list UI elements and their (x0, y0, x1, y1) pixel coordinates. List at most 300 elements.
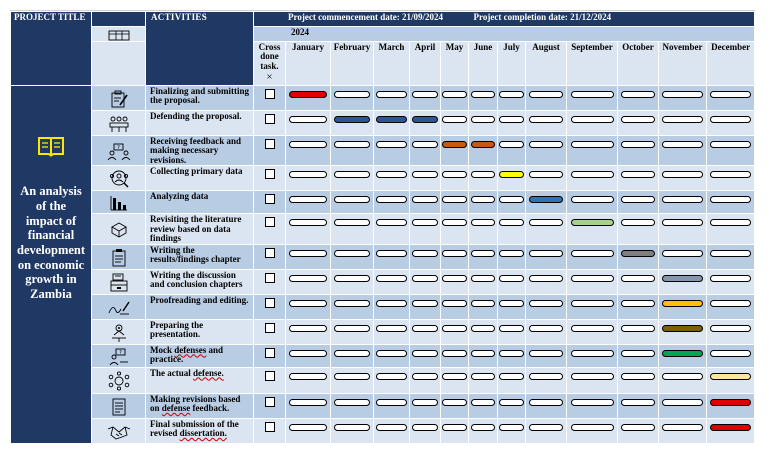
month-cell (618, 244, 659, 269)
timeline-bar-empty[interactable] (621, 373, 656, 380)
month-cell (286, 191, 331, 214)
timeline-bar-empty[interactable] (471, 300, 496, 307)
timeline-bar-filled[interactable] (710, 424, 751, 431)
timeline-bar-empty[interactable] (499, 424, 523, 431)
timeline-bar-empty[interactable] (662, 219, 703, 226)
month-cell (410, 294, 441, 319)
timeline-bar-empty[interactable] (442, 171, 466, 178)
activity-icon-cell (92, 136, 146, 166)
timeline-bar-empty[interactable] (376, 91, 407, 98)
month-cell (286, 418, 331, 443)
timeline-bar-empty[interactable] (471, 399, 496, 406)
month-cell (374, 136, 410, 166)
timeline-bar-empty[interactable] (376, 219, 407, 226)
month-cell (707, 393, 755, 418)
timeline-bar-filled[interactable] (529, 196, 564, 203)
timeline-bar-empty[interactable] (571, 325, 614, 332)
done-checkbox[interactable] (265, 194, 275, 204)
month-cell (441, 166, 469, 191)
timeline-bar-empty[interactable] (529, 275, 564, 282)
month-cell (659, 393, 707, 418)
timeline-bar-empty[interactable] (621, 350, 656, 357)
timeline-bar-empty[interactable] (442, 325, 466, 332)
timeline-bar-empty[interactable] (621, 219, 656, 226)
timeline-bar-empty[interactable] (529, 424, 564, 431)
timeline-bar-empty[interactable] (289, 325, 327, 332)
month-cell (618, 294, 659, 319)
commencement-date: Project commencement date: 21/09/2024 (288, 12, 444, 22)
timeline-bar-empty[interactable] (529, 325, 564, 332)
month-cell (659, 214, 707, 244)
timeline-bar-empty[interactable] (529, 141, 564, 148)
timeline-bar-empty[interactable] (529, 171, 564, 178)
month-cell (286, 294, 331, 319)
timeline-bar-empty[interactable] (471, 250, 496, 257)
month-cell (526, 244, 567, 269)
month-cell (707, 319, 755, 344)
month-cell (410, 191, 441, 214)
timeline-bar-empty[interactable] (621, 171, 656, 178)
timeline-bar-empty[interactable] (334, 91, 370, 98)
timeline-bar-empty[interactable] (334, 275, 370, 282)
month-cell (659, 244, 707, 269)
timeline-bar-empty[interactable] (412, 300, 439, 307)
month-cell (331, 269, 374, 294)
month-cell (469, 244, 498, 269)
month-cell (498, 191, 526, 214)
timeline-bar-empty[interactable] (571, 196, 614, 203)
done-checkbox[interactable] (265, 169, 275, 179)
month-cell (526, 269, 567, 294)
month-cell (707, 111, 755, 136)
timeline-bar-empty[interactable] (621, 116, 656, 123)
month-cell (707, 269, 755, 294)
timeline-bar-empty[interactable] (571, 373, 614, 380)
timeline-bar-filled[interactable] (334, 116, 370, 123)
timeline-bar-filled[interactable] (662, 300, 703, 307)
timeline-bar-empty[interactable] (621, 141, 656, 148)
month-cell (498, 294, 526, 319)
done-checkbox-cell (254, 86, 286, 111)
timeline-bar-empty[interactable] (334, 219, 370, 226)
done-checkbox[interactable] (265, 371, 275, 381)
month-cell (374, 166, 410, 191)
month-cell (526, 111, 567, 136)
timeline-bar-empty[interactable] (412, 219, 439, 226)
month-cell (618, 319, 659, 344)
month-cell (567, 393, 618, 418)
timeline-bar-filled[interactable] (499, 171, 523, 178)
timeline-bar-empty[interactable] (412, 91, 439, 98)
timeline-bar-empty[interactable] (621, 325, 656, 332)
header-blank (92, 42, 146, 86)
timeline-bar-empty[interactable] (529, 91, 564, 98)
timeline-bar-empty[interactable] (571, 171, 614, 178)
timeline-bar-empty[interactable] (662, 141, 703, 148)
timeline-bar-empty[interactable] (471, 196, 496, 203)
done-checkbox-cell (254, 344, 286, 367)
timeline-bar-empty[interactable] (471, 424, 496, 431)
month-cell (618, 166, 659, 191)
month-header-april: April (410, 42, 441, 86)
month-cell (441, 244, 469, 269)
timeline-bar-empty[interactable] (471, 91, 496, 98)
timeline-bar-empty[interactable] (621, 424, 656, 431)
timeline-bar-empty[interactable] (412, 196, 439, 203)
month-cell (441, 418, 469, 443)
timeline-bar-empty[interactable] (662, 116, 703, 123)
timeline-bar-empty[interactable] (289, 250, 327, 257)
timeline-bar-empty[interactable] (499, 116, 523, 123)
done-checkbox[interactable] (265, 397, 275, 407)
done-checkbox[interactable] (265, 248, 275, 258)
month-cell (659, 111, 707, 136)
timeline-bar-empty[interactable] (289, 196, 327, 203)
timeline-bar-empty[interactable] (499, 325, 523, 332)
timeline-bar-filled[interactable] (376, 116, 407, 123)
month-cell (331, 214, 374, 244)
timeline-bar-empty[interactable] (412, 373, 439, 380)
timeline-bar-empty[interactable] (376, 250, 407, 257)
timeline-bar-empty[interactable] (529, 399, 564, 406)
timeline-bar-empty[interactable] (662, 196, 703, 203)
month-header-november: November (659, 42, 707, 86)
timeline-bar-empty[interactable] (529, 300, 564, 307)
month-cell (567, 191, 618, 214)
timeline-bar-empty[interactable] (376, 275, 407, 282)
month-cell (410, 344, 441, 367)
timeline-bar-empty[interactable] (376, 141, 407, 148)
gantt-table (10, 11, 755, 444)
month-cell (618, 344, 659, 367)
timeline-bar-empty[interactable] (710, 250, 751, 257)
timeline-bar-empty[interactable] (621, 399, 656, 406)
done-checkbox[interactable] (265, 348, 275, 358)
month-cell (498, 319, 526, 344)
month-cell (410, 214, 441, 244)
timeline-bar-empty[interactable] (442, 91, 466, 98)
activities-header: ACTIVITIES (146, 12, 254, 86)
timeline-bar-empty[interactable] (334, 373, 370, 380)
timeline-bar-empty[interactable] (571, 300, 614, 307)
month-cell (441, 393, 469, 418)
timeline-bar-empty[interactable] (571, 275, 614, 282)
bar-chart-icon (92, 194, 145, 212)
svg-text:?: ? (116, 144, 120, 151)
timeline-bar-empty[interactable] (571, 141, 614, 148)
done-checkbox[interactable] (265, 217, 275, 227)
timeline-bar-empty[interactable] (499, 219, 523, 226)
timeline-bar-empty[interactable] (412, 250, 439, 257)
timeline-bar-empty[interactable] (289, 350, 327, 357)
timeline-bar-empty[interactable] (412, 325, 439, 332)
timeline-bar-empty[interactable] (710, 350, 751, 357)
timeline-bar-empty[interactable] (289, 171, 327, 178)
timeline-bar-empty[interactable] (289, 300, 327, 307)
timeline-bar-empty[interactable] (662, 373, 703, 380)
month-cell (331, 367, 374, 393)
done-checkbox[interactable] (265, 139, 275, 149)
month-cell (469, 344, 498, 367)
document-icon (92, 397, 145, 417)
month-cell (441, 111, 469, 136)
month-cell (567, 294, 618, 319)
month-cell (286, 136, 331, 166)
timeline-bar-empty[interactable] (499, 250, 523, 257)
month-cell (659, 166, 707, 191)
timeline-bar-empty[interactable] (471, 171, 496, 178)
timeline-bar-empty[interactable] (710, 275, 751, 282)
timeline-bar-empty[interactable] (471, 325, 496, 332)
done-checkbox-cell (254, 191, 286, 214)
done-checkbox[interactable] (265, 422, 275, 432)
timeline-bar-empty[interactable] (662, 250, 703, 257)
activity-row (11, 166, 755, 191)
month-cell (441, 214, 469, 244)
timeline-bar-empty[interactable] (442, 196, 466, 203)
timeline-bar-empty[interactable] (334, 300, 370, 307)
feedback-icon (92, 143, 145, 161)
activity-row (11, 344, 755, 367)
timeline-bar-empty[interactable] (442, 373, 466, 380)
month-cell (659, 319, 707, 344)
timeline-bar-empty[interactable] (529, 219, 564, 226)
done-checkbox[interactable] (265, 114, 275, 124)
timeline-bar-empty[interactable] (412, 171, 439, 178)
done-checkbox[interactable] (265, 89, 275, 99)
timeline-bar-empty[interactable] (376, 300, 407, 307)
activity-row (11, 136, 755, 166)
done-checkbox-cell (254, 294, 286, 319)
book-icon (11, 134, 91, 160)
timeline-bar-empty[interactable] (334, 196, 370, 203)
timeline-bar-empty[interactable] (499, 350, 523, 357)
timeline-bar-empty[interactable] (376, 196, 407, 203)
month-cell (469, 214, 498, 244)
month-cell (618, 191, 659, 214)
timeline-bar-empty[interactable] (710, 300, 751, 307)
done-checkbox[interactable] (265, 273, 275, 283)
activity-row (11, 367, 755, 393)
month-header-september: September (567, 42, 618, 86)
timeline-bar-empty[interactable] (376, 350, 407, 357)
timeline-bar-empty[interactable] (442, 116, 466, 123)
timeline-bar-empty[interactable] (334, 171, 370, 178)
month-cell (331, 191, 374, 214)
timeline-bar-empty[interactable] (621, 196, 656, 203)
activity-label: The actual defense. (146, 367, 254, 393)
timeline-bar-empty[interactable] (529, 373, 564, 380)
timeline-bar-empty[interactable] (334, 250, 370, 257)
timeline-bar-empty[interactable] (376, 399, 407, 406)
timeline-bar-empty[interactable] (710, 219, 751, 226)
month-cell (286, 166, 331, 191)
timeline-bar-empty[interactable] (442, 219, 466, 226)
month-cell (526, 393, 567, 418)
done-checkbox[interactable] (265, 323, 275, 333)
month-cell (374, 86, 410, 111)
month-cell (618, 136, 659, 166)
timeline-bar-empty[interactable] (571, 424, 614, 431)
timeline-bar-empty[interactable] (499, 373, 523, 380)
timeline-bar-empty[interactable] (442, 300, 466, 307)
month-cell (374, 269, 410, 294)
timeline-bar-empty[interactable] (442, 275, 466, 282)
timeline-bar-filled[interactable] (412, 116, 439, 123)
month-cell (469, 269, 498, 294)
timeline-bar-empty[interactable] (499, 399, 523, 406)
month-cell (659, 367, 707, 393)
timeline-bar-empty[interactable] (376, 171, 407, 178)
timeline-bar-empty[interactable] (662, 399, 703, 406)
timeline-bar-empty[interactable] (471, 373, 496, 380)
timeline-bar-empty[interactable] (571, 399, 614, 406)
timeline-bar-filled[interactable] (621, 250, 656, 257)
timeline-bar-empty[interactable] (621, 275, 656, 282)
timeline-bar-filled[interactable] (289, 91, 327, 98)
timeline-bar-empty[interactable] (289, 424, 327, 431)
timeline-bar-empty[interactable] (334, 141, 370, 148)
month-cell (469, 418, 498, 443)
timeline-bar-empty[interactable] (499, 275, 523, 282)
activity-icon-cell (92, 319, 146, 344)
month-cell (331, 319, 374, 344)
timeline-bar-filled[interactable] (710, 399, 751, 406)
timeline-bar-empty[interactable] (710, 171, 751, 178)
activity-icon-cell (92, 269, 146, 294)
month-cell (410, 393, 441, 418)
timeline-bar-empty[interactable] (442, 250, 466, 257)
timeline-bar-empty[interactable] (621, 300, 656, 307)
month-cell (374, 191, 410, 214)
month-cell (707, 244, 755, 269)
timeline-bar-empty[interactable] (499, 91, 523, 98)
timeline-bar-empty[interactable] (662, 424, 703, 431)
activity-row (11, 111, 755, 136)
timeline-bar-empty[interactable] (710, 325, 751, 332)
timeline-bar-filled[interactable] (662, 350, 703, 357)
month-cell (469, 111, 498, 136)
timeline-bar-empty[interactable] (334, 325, 370, 332)
timeline-bar-empty[interactable] (662, 91, 703, 98)
month-cell (410, 111, 441, 136)
month-header-january: January (286, 42, 331, 86)
month-cell (286, 269, 331, 294)
timeline-bar-empty[interactable] (529, 350, 564, 357)
month-cell (331, 166, 374, 191)
timeline-bar-empty[interactable] (499, 141, 523, 148)
activity-icon-cell (92, 344, 146, 367)
month-cell (526, 86, 567, 111)
svg-text:?: ? (118, 349, 122, 356)
month-cell (374, 319, 410, 344)
timeline-bar-empty[interactable] (710, 141, 751, 148)
timeline-bar-empty[interactable] (442, 424, 466, 431)
timeline-bar-empty[interactable] (471, 116, 496, 123)
header-icon-cell (92, 27, 146, 42)
timeline-bar-empty[interactable] (662, 171, 703, 178)
timeline-bar-empty[interactable] (289, 373, 327, 380)
done-checkbox-cell (254, 214, 286, 244)
timeline-bar-empty[interactable] (529, 116, 564, 123)
timeline-bar-empty[interactable] (471, 275, 496, 282)
timeline-bar-empty[interactable] (571, 91, 614, 98)
done-checkbox-cell (254, 269, 286, 294)
cross-done-header (254, 42, 286, 86)
activity-label: Writing the results/findings chapter (146, 244, 254, 269)
timeline-bar-empty[interactable] (710, 196, 751, 203)
activity-row (11, 294, 755, 319)
month-cell (410, 136, 441, 166)
month-cell (410, 86, 441, 111)
timeline-bar-empty[interactable] (499, 300, 523, 307)
timeline-bar-empty[interactable] (442, 350, 466, 357)
month-header-december: December (707, 42, 755, 86)
timeline-bar-empty[interactable] (412, 424, 439, 431)
timeline-bar-empty[interactable] (334, 350, 370, 357)
month-cell (331, 111, 374, 136)
timeline-bar-empty[interactable] (710, 116, 751, 123)
timeline-bar-empty[interactable] (621, 91, 656, 98)
timeline-bar-empty[interactable] (412, 141, 439, 148)
timeline-bar-empty[interactable] (412, 399, 439, 406)
done-checkbox-cell (254, 166, 286, 191)
timeline-bar-filled[interactable] (442, 141, 466, 148)
timeline-bar-filled[interactable] (571, 219, 614, 226)
month-cell (441, 136, 469, 166)
timeline-bar-empty[interactable] (571, 350, 614, 357)
done-checkbox[interactable] (265, 298, 275, 308)
timeline-bar-empty[interactable] (710, 91, 751, 98)
month-cell (331, 136, 374, 166)
timeline-bar-empty[interactable] (412, 275, 439, 282)
timeline-bar-filled[interactable] (662, 275, 703, 282)
timeline-bar-empty[interactable] (289, 219, 327, 226)
timeline-bar-empty[interactable] (376, 373, 407, 380)
timeline-bar-empty[interactable] (529, 250, 564, 257)
timeline-bar-empty[interactable] (334, 399, 370, 406)
timeline-bar-empty[interactable] (289, 275, 327, 282)
month-cell (331, 418, 374, 443)
timeline-bar-empty[interactable] (571, 116, 614, 123)
timeline-bar-filled[interactable] (710, 373, 751, 380)
project-title-cell (11, 86, 92, 444)
timeline-bar-filled[interactable] (471, 141, 496, 148)
timeline-bar-empty[interactable] (376, 424, 407, 431)
activity-icon-cell (92, 367, 146, 393)
timeline-bar-empty[interactable] (289, 399, 327, 406)
timeline-bar-empty[interactable] (471, 219, 496, 226)
timeline-bar-empty[interactable] (289, 141, 327, 148)
timeline-bar-empty[interactable] (376, 325, 407, 332)
practice-icon (92, 348, 145, 366)
timeline-bar-empty[interactable] (442, 399, 466, 406)
timeline-bar-filled[interactable] (662, 325, 703, 332)
timeline-bar-empty[interactable] (471, 350, 496, 357)
activity-row (11, 244, 755, 269)
timeline-bar-empty[interactable] (499, 196, 523, 203)
timeline-bar-empty[interactable] (289, 116, 327, 123)
activity-label: Analyzing data (146, 191, 254, 214)
activity-label: Collecting primary data (146, 166, 254, 191)
month-cell (526, 294, 567, 319)
month-cell (707, 166, 755, 191)
activity-icon-cell (92, 244, 146, 269)
presentation-icon (92, 323, 145, 343)
timeline-bar-empty[interactable] (412, 350, 439, 357)
timeline-bar-empty[interactable] (334, 424, 370, 431)
timeline-bar-empty[interactable] (571, 250, 614, 257)
